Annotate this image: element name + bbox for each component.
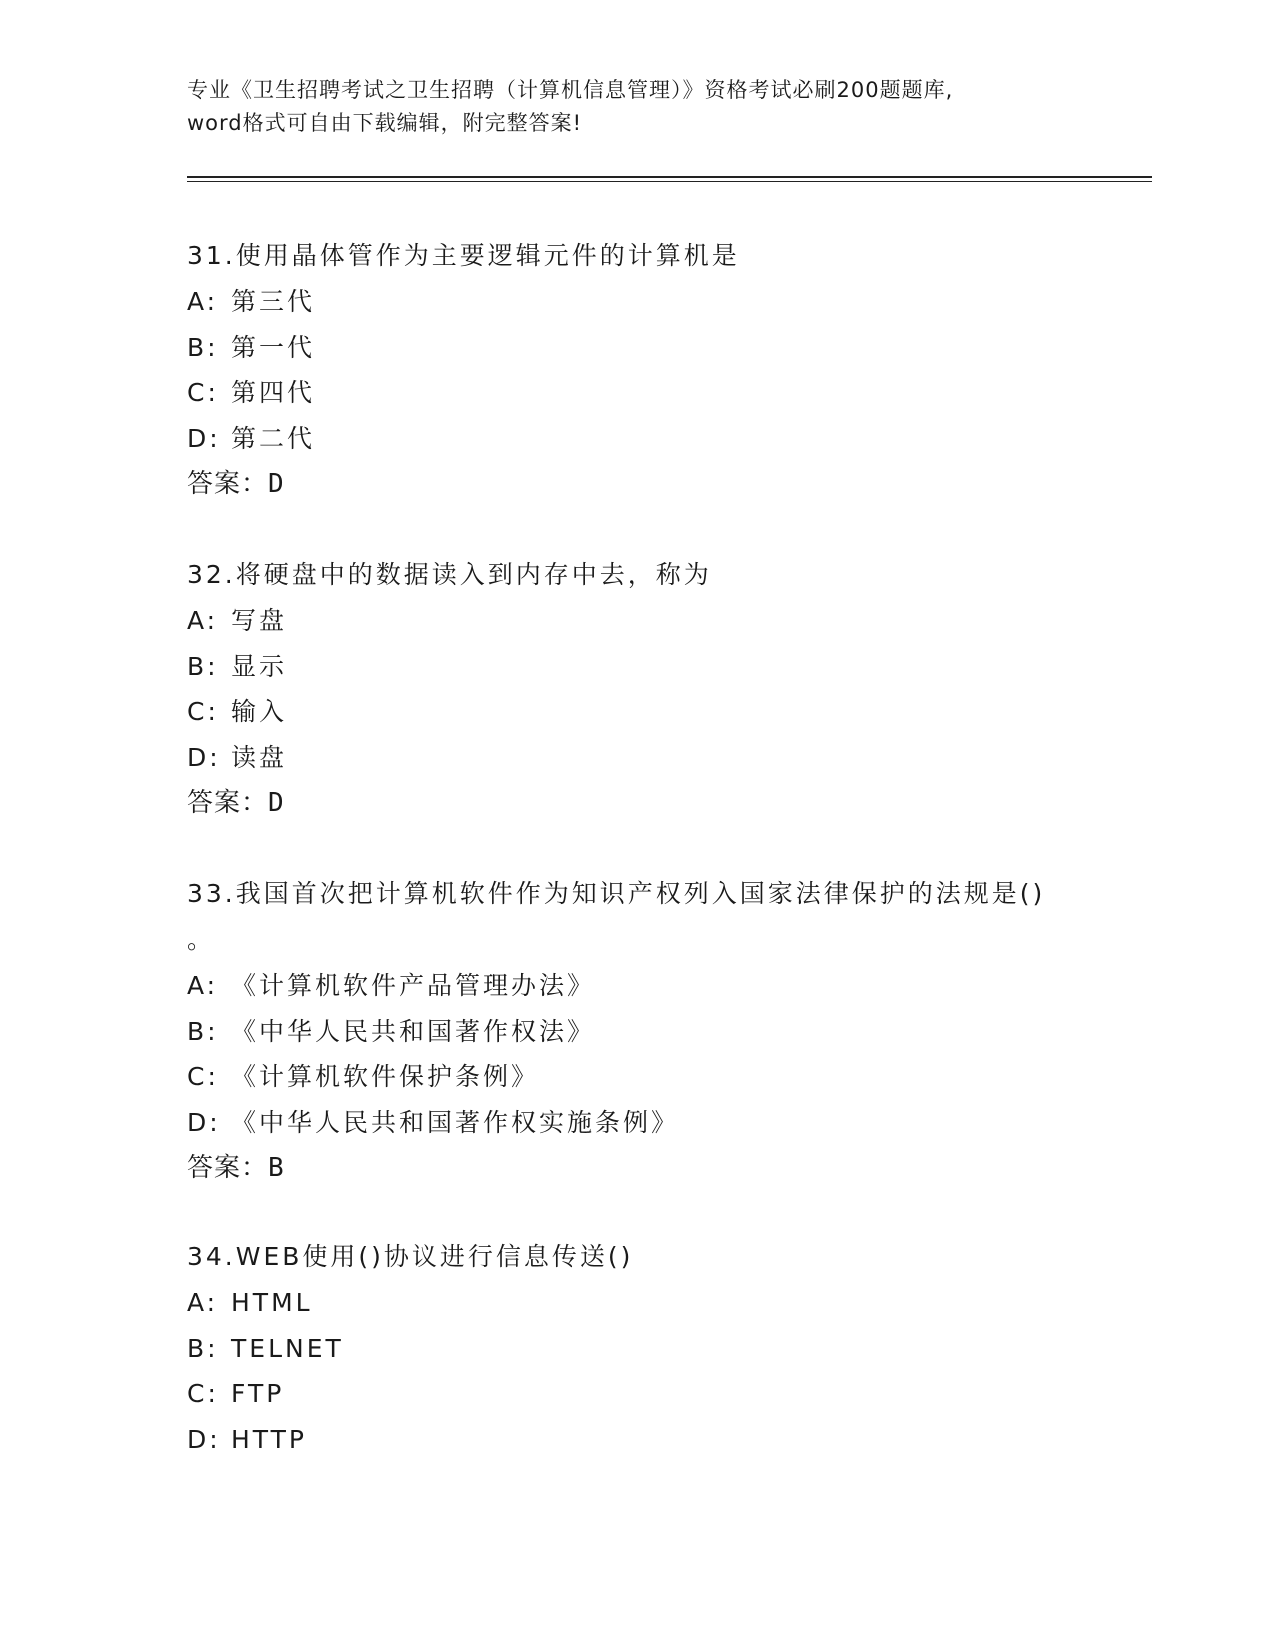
option-letter: B:	[187, 1333, 219, 1363]
option-text: 《中华人民共和国著作权法》	[231, 1016, 596, 1046]
option-letter: C:	[187, 378, 219, 407]
question-31	[187, 233, 1087, 507]
option-b	[187, 325, 1087, 371]
option-letter: D:	[187, 423, 221, 453]
option-letter: D:	[187, 1107, 221, 1137]
option-c	[187, 370, 1087, 416]
answer-label: 答案：	[187, 469, 269, 499]
option-text: 第四代	[231, 378, 316, 407]
option-a	[187, 598, 1087, 644]
question-33	[187, 871, 1087, 1191]
option-a	[187, 963, 1087, 1009]
option-letter: A:	[187, 971, 219, 1000]
option-text: 第一代	[231, 332, 316, 362]
answer-value: B	[268, 1153, 285, 1183]
option-letter: B:	[187, 332, 219, 362]
option-text: HTTP	[231, 1424, 307, 1454]
option-letter: D:	[187, 742, 221, 772]
option-text: TELNET	[231, 1333, 344, 1363]
header-line-2: word格式可自由下载编辑，附完整答案!	[187, 111, 583, 135]
answer-line	[187, 1145, 1087, 1191]
option-c	[187, 1371, 1087, 1417]
answer-value: D	[268, 788, 285, 818]
option-letter: A:	[187, 1288, 219, 1317]
option-c	[187, 1054, 1087, 1100]
option-text: 《中华人民共和国著作权实施条例》	[231, 1107, 680, 1137]
option-letter: C:	[187, 697, 219, 726]
question-stem: 32.将硬盘中的数据读入到内存中去，称为	[187, 560, 712, 589]
question-stem: 33.我国首次把计算机软件作为知识产权列入国家法律保护的法规是()	[187, 879, 1046, 908]
option-letter: D:	[187, 1424, 221, 1454]
header-line-1: 专业《卫生招聘考试之卫生招聘（计算机信息管理）》资格考试必刷200题题库,	[187, 78, 954, 102]
option-letter: C:	[187, 1379, 219, 1408]
option-d	[187, 1100, 1087, 1146]
option-a	[187, 279, 1087, 325]
option-d	[187, 416, 1087, 462]
document-header	[187, 74, 1087, 140]
option-d	[187, 735, 1087, 781]
question-34	[187, 1234, 1087, 1462]
question-32	[187, 552, 1087, 826]
option-letter: A:	[187, 606, 219, 635]
option-text: 《计算机软件产品管理办法》	[231, 971, 596, 1000]
option-text: 输入	[231, 697, 288, 726]
option-letter: B:	[187, 651, 219, 681]
option-c	[187, 689, 1087, 735]
answer-label: 答案：	[187, 1153, 269, 1183]
question-stem-continuation: 。	[187, 925, 216, 954]
option-d	[187, 1417, 1087, 1463]
option-text: 《计算机软件保护条例》	[231, 1062, 540, 1091]
option-text: 显示	[231, 651, 288, 681]
option-letter: C:	[187, 1062, 219, 1091]
option-text: HTML	[231, 1288, 313, 1317]
option-b	[187, 1326, 1087, 1372]
option-text: 写盘	[231, 606, 288, 635]
question-stem: 34.WEB使用()协议进行信息传送()	[187, 1242, 634, 1271]
header-divider-thick	[187, 176, 1152, 178]
option-letter: B:	[187, 1016, 219, 1046]
option-text: 读盘	[231, 742, 288, 772]
answer-line	[187, 461, 1087, 507]
question-stem: 31.使用晶体管作为主要逻辑元件的计算机是	[187, 241, 740, 270]
option-a	[187, 1280, 1087, 1326]
header-divider-thin	[187, 181, 1152, 182]
answer-line	[187, 780, 1087, 826]
option-text: FTP	[231, 1379, 285, 1408]
option-letter: A:	[187, 287, 219, 316]
answer-value: D	[268, 469, 285, 499]
answer-label: 答案：	[187, 788, 269, 818]
option-text: 第三代	[231, 287, 316, 316]
option-b	[187, 644, 1087, 690]
option-text: 第二代	[231, 423, 316, 453]
option-b	[187, 1009, 1087, 1055]
